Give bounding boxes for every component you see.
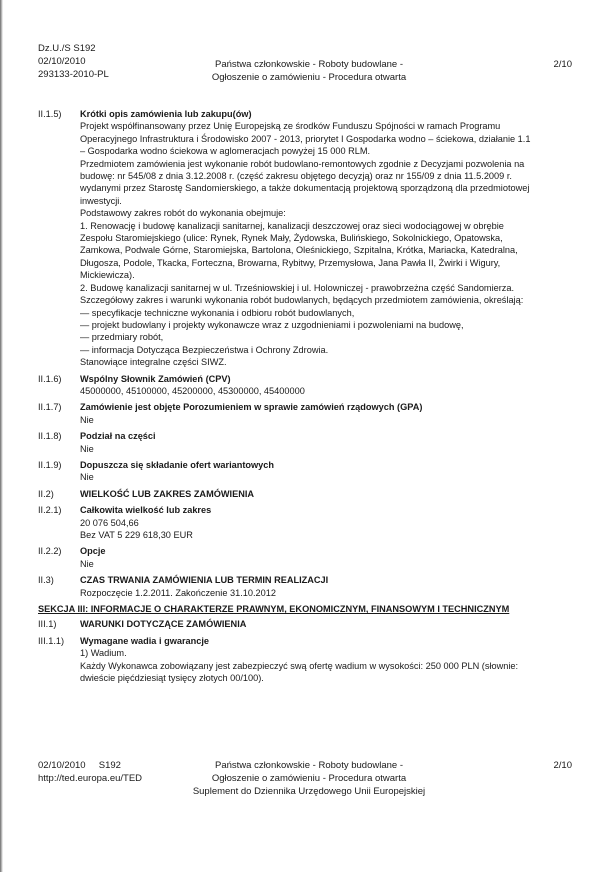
section-ii-1-9 bbox=[38, 459, 578, 484]
text-line: – Gospodarka wodno ściekowa w aglomeracjach powyżej 15 000 RLM. bbox=[80, 146, 371, 157]
section-iii-heading: SEKCJA III: INFORMACJE O CHARAKTERZE PRAWNYM, EKONOMICZNYM, FINANSOWYM I TECHNICZNYM bbox=[38, 604, 510, 615]
text-line: Przedmiotem zamówienia jest wykonanie robót budowlano-remontowych zgodnie z Decyzjami pozwolenia na bbox=[80, 158, 525, 169]
section-title: Całkowita wielkość lub zakres bbox=[80, 505, 212, 516]
total-value-eur: Bez VAT 5 229 618,30 EUR bbox=[80, 530, 193, 540]
text-line: Szczegółowy zakres i warunki wykonania robót budowlanych, będących przedmiotem zamówienia, określają: bbox=[80, 295, 524, 306]
section-number: II.2.2) bbox=[38, 546, 62, 557]
section-title: Wymagane wadia i gwarancje bbox=[80, 635, 210, 646]
section-value: Nie bbox=[80, 472, 94, 483]
header-page-number: 2/10 bbox=[553, 59, 572, 70]
footer-date-ref: 02/10/2010 S192 bbox=[38, 760, 121, 771]
header-notice-id: 293133-2010-PL bbox=[38, 69, 109, 80]
text-line: Zamkowa, Podwale Górne, Staromiejska, Bartolona, Oleśnickiego, Szpitalna, Krótka, Mariacka, Katedralna, bbox=[80, 245, 518, 256]
section-title: Opcje bbox=[80, 546, 106, 557]
text-line: inwestycji. bbox=[80, 195, 122, 206]
total-value: 20 076 504,66 bbox=[80, 517, 139, 528]
footer-center bbox=[160, 759, 458, 798]
section-number: II.1.5) bbox=[38, 109, 62, 119]
footer-left bbox=[38, 759, 142, 785]
header-title-line2: Ogłoszenie o zamówieniu - Procedura otwarta bbox=[211, 72, 407, 83]
section-title: WARUNKI DOTYCZĄCE ZAMÓWIENIA bbox=[80, 619, 247, 630]
text-line: — specyfikacje techniczne wykonania i odbioru robót budowlanych, bbox=[80, 307, 355, 318]
text-line: 2. Budowę kanalizacji sanitarnej w ul. Trześniowskiej i ul. Holowniczej - prawobrzeżna część Sandomierza. bbox=[80, 282, 515, 293]
section-title: Zamówienie jest objęte Porozumieniem w sprawie zamówień rządowych (GPA) bbox=[80, 402, 423, 413]
section-number: II.1.8) bbox=[38, 431, 62, 442]
section-title: Wspólny Słownik Zamówień (CPV) bbox=[80, 373, 231, 384]
section-ii-1-6 bbox=[38, 373, 578, 398]
text-line: — przedmiary robót, bbox=[80, 332, 164, 343]
text-line: Podstawowy zakres robót do wykonania obejmuje: bbox=[80, 208, 286, 219]
header-left bbox=[38, 42, 109, 81]
text-line: wydanymi przez Starostę Sandomierskiego, a także dokumentacją projektową sporządzoną dla przedmiotowej bbox=[80, 183, 530, 194]
section-ii-1-7 bbox=[38, 401, 578, 426]
section-iii-1 bbox=[38, 618, 578, 630]
cpv-codes: 45000000, 45100000, 45200000, 45300000, 45400000 bbox=[80, 385, 305, 396]
text-line: — informacja Dotycząca Bezpieczeństwa i Ochrony Zdrowia. bbox=[80, 344, 329, 355]
section-title: Krótki opis zamówienia lub zakupu(ów) bbox=[80, 109, 252, 119]
section-value: Nie bbox=[80, 558, 94, 569]
section-ii-2-1 bbox=[38, 504, 578, 541]
text-line: Projekt współfinansowany przez Unię Europejską ze środków Funduszu Spójności w ramach Programu bbox=[80, 121, 501, 132]
text-line: Operacyjnego Infrastruktura i Środowisko 2007 - 2013, priorytet I Gospodarka wodno – ściekowa, działanie 1.1 bbox=[80, 133, 531, 144]
section-number: II.2.1) bbox=[38, 505, 62, 516]
text-line: 1. Renowację i budowę kanalizacji sanitarnej, kanalizacji deszczowej oraz sieci wodociągowej w obrębie bbox=[80, 220, 504, 231]
text-line: budowę: nr 545/08 z dnia 3.12.2008 r. (część zakresu objętego decyzją) oraz nr 155/09 z dnia 11.5.2009 r. bbox=[80, 171, 512, 182]
header-ref: Dz.U./S S192 bbox=[38, 43, 96, 54]
text-line: dwieście pięćdziesiąt tysięcy złotych 00/100). bbox=[80, 673, 264, 684]
section-value: Nie bbox=[80, 443, 94, 454]
header-title-line1: Państwa członkowskie - Roboty budowlane - bbox=[215, 59, 403, 70]
section-number: II.2) bbox=[38, 488, 54, 499]
section-value: Nie bbox=[80, 414, 94, 425]
section-number: II.1.9) bbox=[38, 459, 62, 470]
section-number: II.3) bbox=[38, 575, 54, 586]
text-line: 1) Wadium. bbox=[80, 648, 127, 659]
section-title: CZAS TRWANIA ZAMÓWIENIA LUB TERMIN REALIZACJI bbox=[80, 575, 329, 586]
section-ii-2-2 bbox=[38, 545, 578, 570]
section-number: III.1) bbox=[38, 619, 57, 630]
section-ii-1-8 bbox=[38, 430, 578, 455]
section-title: WIELKOŚĆ LUB ZAKRES ZAMÓWIENIA bbox=[80, 488, 255, 499]
section-ii-3 bbox=[38, 574, 578, 599]
section-number: III.1.1) bbox=[38, 635, 65, 646]
text-line: — projekt budowlany i projekty wykonawcze wraz z uzgodnieniami i pozwoleniami na budowę, bbox=[80, 319, 464, 330]
section-ii-1-5 bbox=[38, 108, 578, 369]
section-number: II.1.6) bbox=[38, 373, 62, 384]
footer-line2: Ogłoszenie o zamówieniu - Procedura otwarta bbox=[211, 773, 407, 784]
header-title bbox=[160, 58, 458, 84]
text-line: Każdy Wykonawca zobowiązany jest zabezpieczyć swą ofertę wadium w wysokości: 250 000 PLN (słownie: bbox=[80, 660, 519, 671]
document-content bbox=[38, 108, 578, 688]
section-title: Dopuszcza się składanie ofert wariantowych bbox=[80, 459, 275, 470]
text-line: Zespołu Staromiejskiego (ulice: Rynek, Rynek Mały, Żydowska, Bulińskiego, Sokolnickiego, Opatowska, bbox=[80, 233, 503, 244]
text-line: Stanowiące integralne części SIWZ. bbox=[80, 357, 227, 368]
section-number: II.1.7) bbox=[38, 402, 62, 413]
text-line: Mickiewicza). bbox=[80, 270, 135, 281]
section-ii-2 bbox=[38, 488, 578, 500]
text-line: Długosza, Podole, Tkacka, Forteczna, Browarna, Rybitwy, Przemysłowa, Jana Pawła II, Żwirki i Wigury, bbox=[80, 257, 501, 268]
section-iii-1-1 bbox=[38, 635, 578, 685]
footer-line3: Suplement do Dziennika Urzędowego Unii Europejskiej bbox=[192, 786, 426, 797]
footer-page-number: 2/10 bbox=[553, 760, 572, 771]
section-title: Podział na części bbox=[80, 431, 156, 442]
header-date: 02/10/2010 bbox=[38, 56, 86, 67]
footer-line1: Państwa członkowskie - Roboty budowlane - bbox=[215, 760, 403, 771]
footer-url: http://ted.europa.eu/TED bbox=[38, 773, 143, 784]
duration-value: Rozpoczęcie 1.2.2011. Zakończenie 31.10.2012 bbox=[80, 587, 276, 598]
scan-edge-shadow bbox=[0, 0, 3, 872]
